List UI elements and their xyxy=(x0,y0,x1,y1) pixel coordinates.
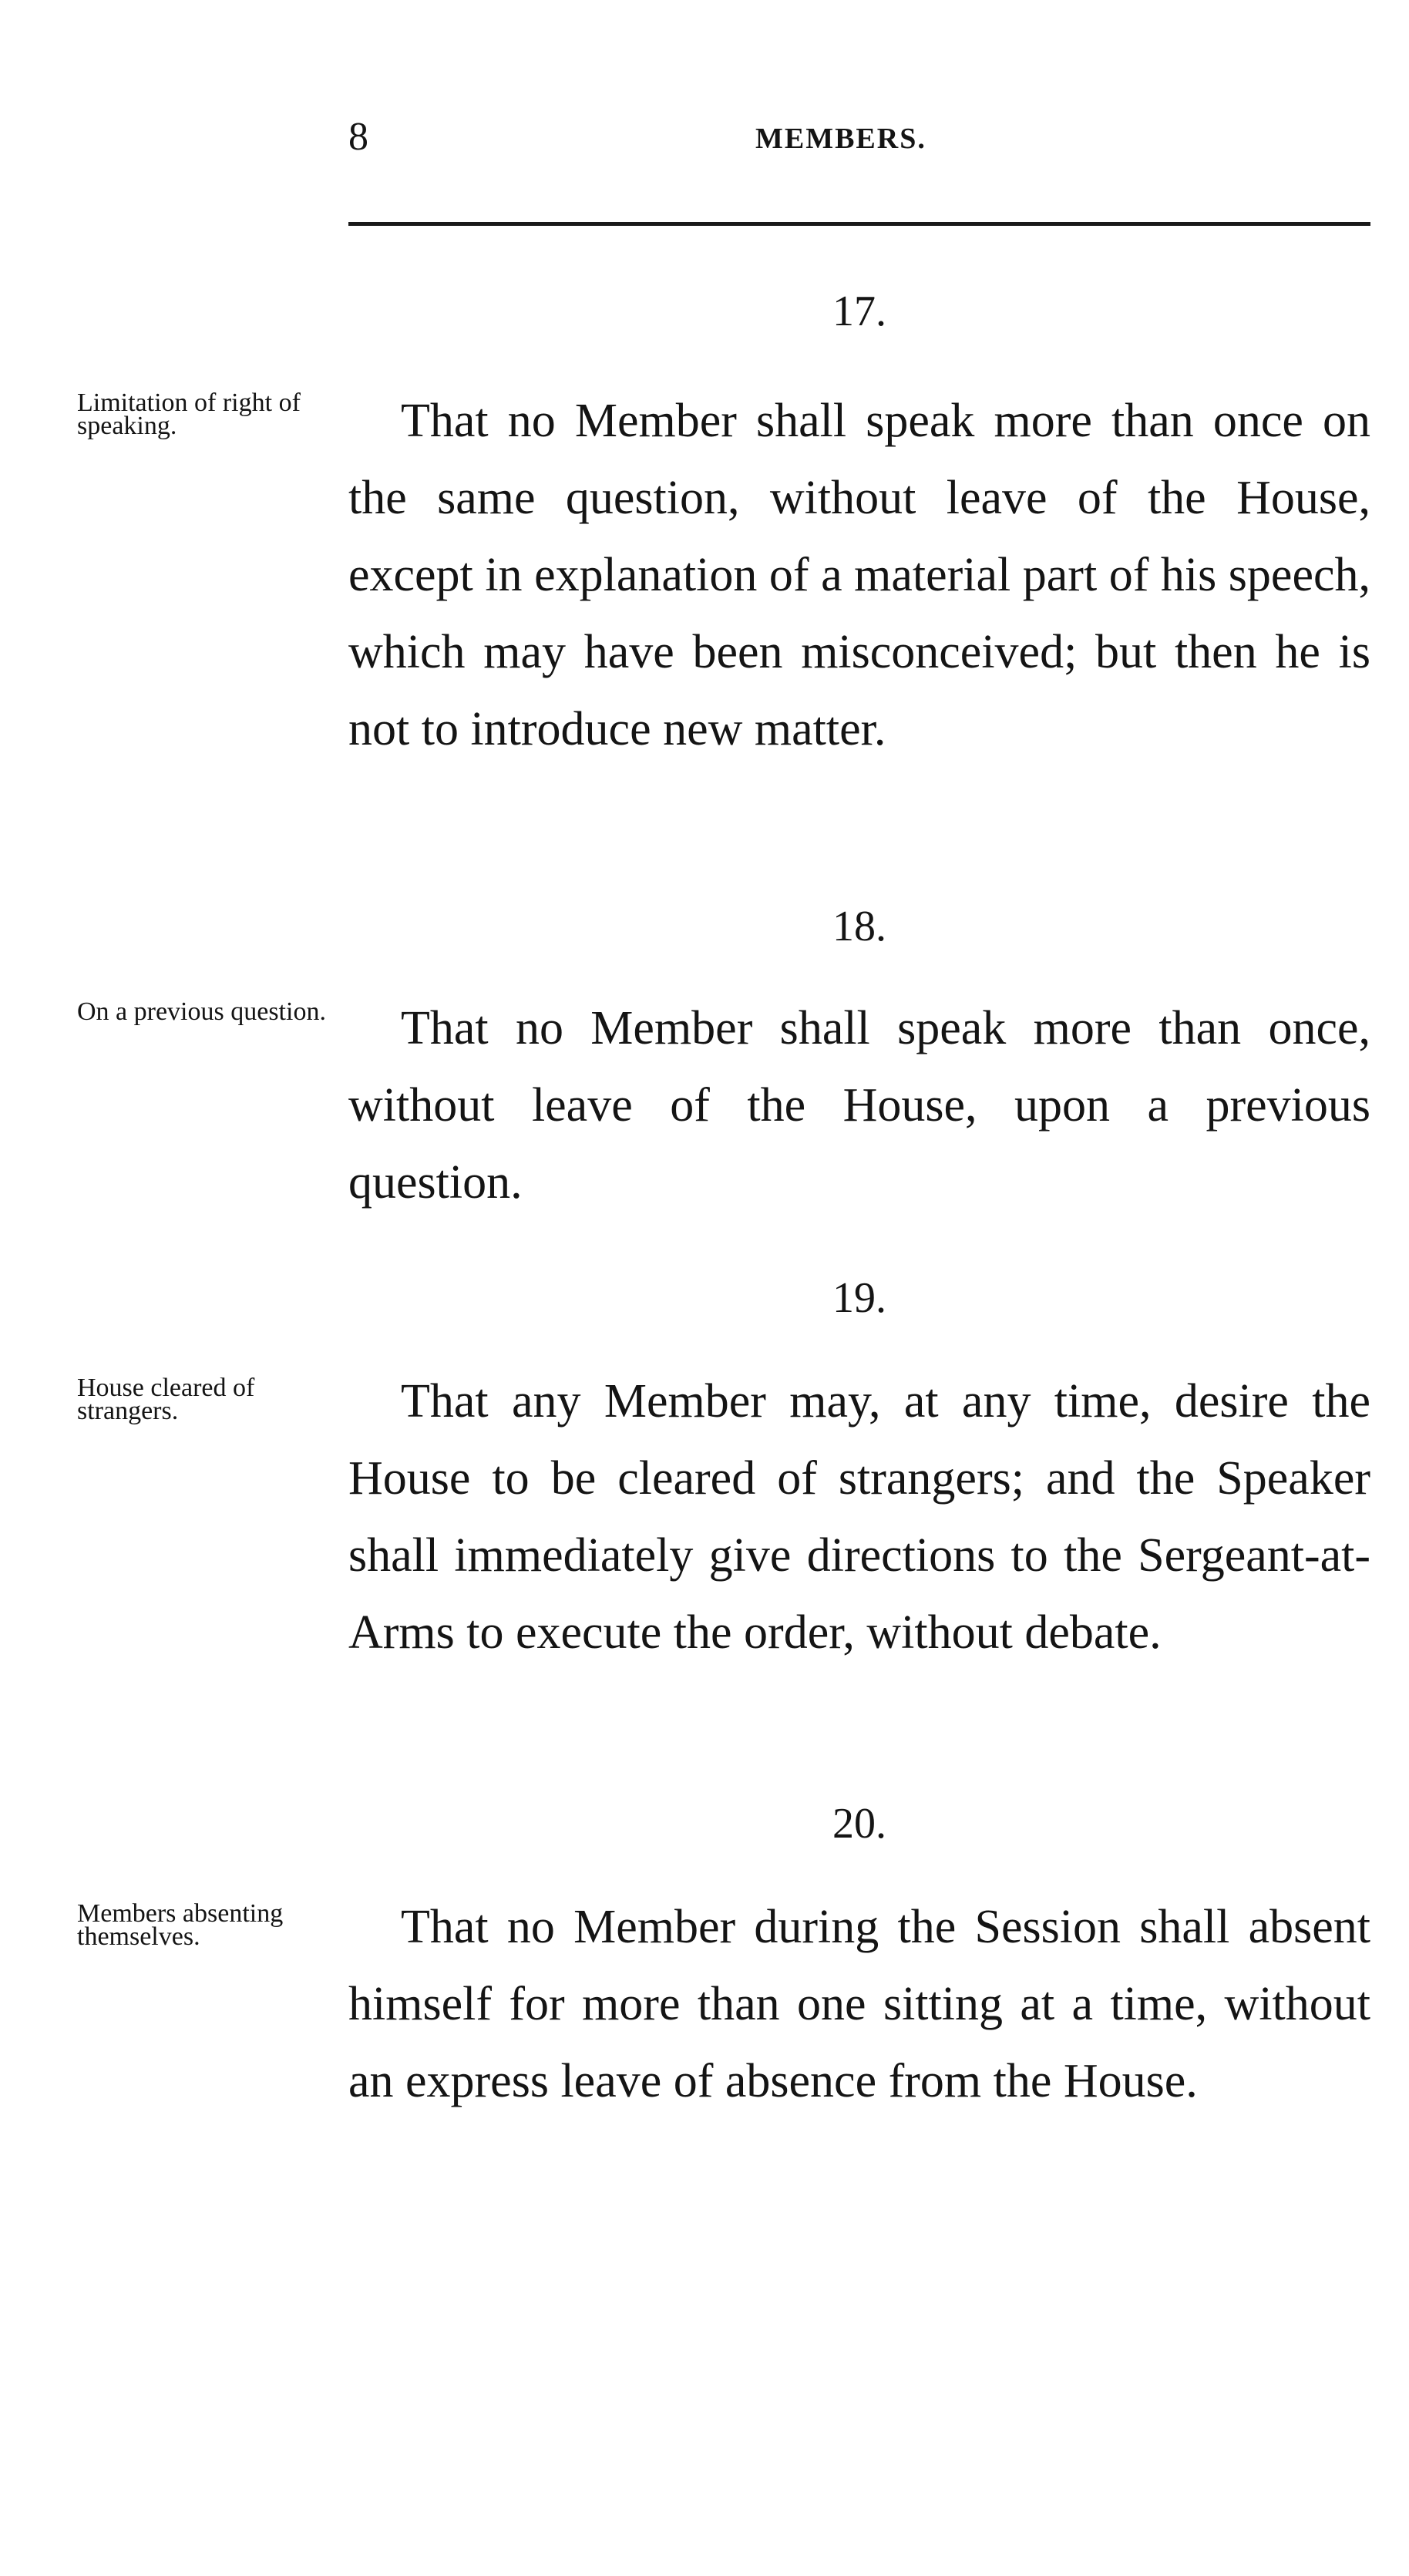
rule-18-sidenote: On a previous question. xyxy=(77,997,326,1026)
rule-17-sidenote: Limitation of right of speaking. xyxy=(77,388,301,440)
rule-19-number: 19. xyxy=(832,1274,886,1322)
page-number: 8 xyxy=(348,115,368,159)
rule-20-number: 20. xyxy=(832,1800,886,1848)
rule-18-text: That no Member shall speak more than once, without leave of the House, upon a previous question. xyxy=(348,1002,1370,1209)
header-rule xyxy=(348,222,1370,226)
rule-19-text: That any Member may, at any time, desire the House to be cleared of strangers; and the Speaker shall immediately give directions to the Sergeant-at-Arms to execute the order, without debate. xyxy=(348,1375,1370,1659)
rule-20-text: That no Member during the Session shall absent himself for more than one sitting at a time, without an express leave of absence from the House. xyxy=(348,1901,1370,2107)
rule-17-text: That no Member shall speak more than once on the same question, without leave of the House, except in explanation of a material part of his speech, which may have been misconceived; but then he is not to introduce new matter. xyxy=(348,395,1370,755)
rule-17-number: 17. xyxy=(832,288,886,335)
rule-20-sidenote: Members absenting themselves. xyxy=(77,1899,284,1951)
running-head: MEMBERS. xyxy=(755,123,926,155)
rule-19-sidenote: House cleared of strangers. xyxy=(77,1374,255,1425)
rule-18-number: 18. xyxy=(832,903,886,950)
